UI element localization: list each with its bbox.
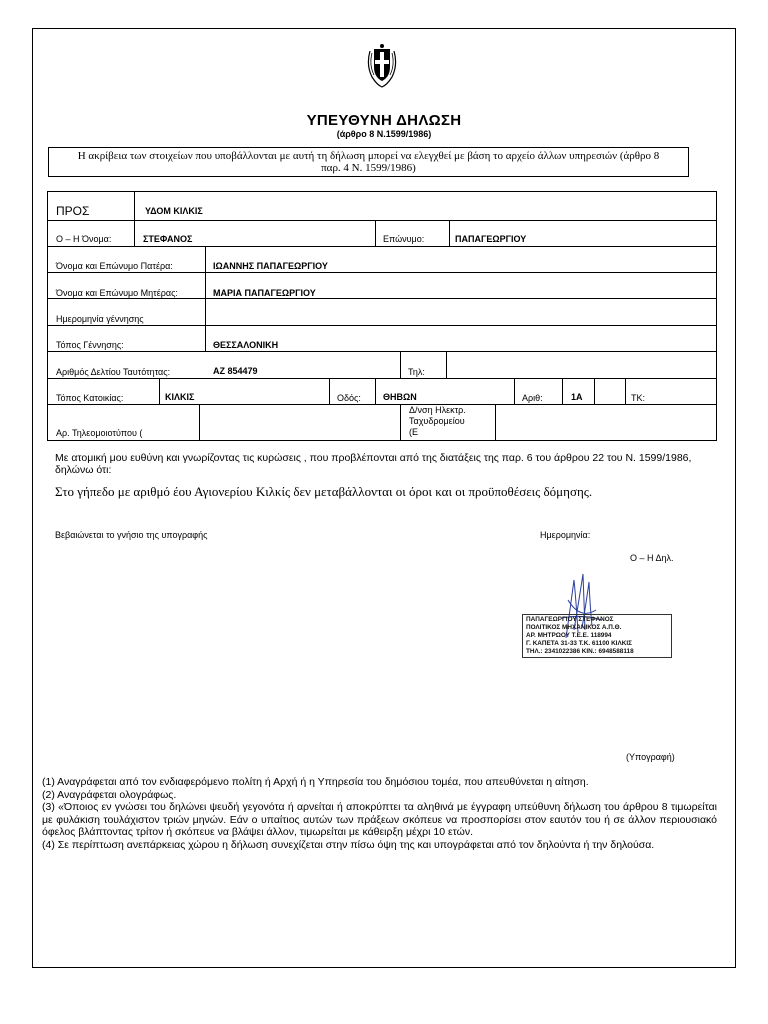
footnote: (4) Σε περίπτωση ανεπάρκειας χώρου η δήλωση συνεχίζεται στην πίσω όψη της και υπογράφεται από τον δηλούντα ή την δηλούσα. bbox=[42, 838, 655, 851]
residence-value[interactable]: ΚΙΛΚΙΣ bbox=[165, 392, 195, 402]
fax-label: Αρ. Τηλεομοιοτύπου ( bbox=[56, 428, 143, 438]
stamp-line: ΑΡ. ΜΗΤΡΩΟΥ Τ.Ε.Ε. 118994 bbox=[526, 632, 612, 639]
postal-code-label: ΤΚ: bbox=[631, 393, 646, 403]
residence-label: Τόπος Κατοικίας: bbox=[56, 393, 124, 403]
surname-label: Επώνυμο: bbox=[383, 234, 425, 244]
id-card-label: Αριθμός Δελτίου Ταυτότητας: bbox=[56, 367, 171, 377]
greek-coat-of-arms-icon bbox=[362, 43, 402, 89]
first-name-value[interactable]: ΣΤΕΦΑΝΟΣ bbox=[143, 234, 193, 244]
id-card-value[interactable]: ΑΖ 854479 bbox=[213, 366, 258, 376]
signature-label: (Υπογραφή) bbox=[626, 752, 675, 762]
signature-certification: Βεβαιώνεται το γνήσιο της υπογραφής bbox=[55, 530, 208, 540]
birth-place-label: Τόπος Γέννησης: bbox=[56, 340, 124, 350]
birth-date-label: Ημερομηνία γέννησης bbox=[56, 314, 144, 324]
postal-code-value[interactable] bbox=[653, 392, 708, 402]
birth-place-value[interactable]: ΘΕΣΣΑΛΟΝΙΚΗ bbox=[213, 340, 279, 350]
footnote: (3) «Όποιος εν γνώσει του δηλώνει ψευδή γεγονότα ή αρνείται ή αποκρύπτει τα αληθινά με έγγραφη υπεύθυνη δήλωση του άρθρου 8 τιμωρείται με φυλάκιση τουλάχιστον τριών μηνών. Εάν ο υπαίτιος αυτών των πράξεων σκόπευε να προσπορίσει στον εαυτόν του ή σε άλλον περιουσιακό όφελος βλάπτοντας τρίτον ή σκόπευε να βλάψει άλλον, τιμωρείται με κάθειρξη μέχρι 10 ετών. bbox=[42, 801, 717, 838]
stamp-line: ΠΑΠΑΓΕΩΡΓΙΟΥ ΣΤΕΦΑΝΟΣ bbox=[526, 616, 614, 623]
declaration-text[interactable]: Στο γήπεδο με αριθμό έου Αγιονερίου Κιλκίς δεν μεταβάλλονται οι όροι και οι προϋποθέσεις δόμησης. bbox=[55, 484, 593, 499]
email-label-line1: Δ/νση Ηλεκτρ. bbox=[409, 405, 466, 415]
stamp-line: ΤΗΛ.: 2341022386 ΚΙΝ.: 6948588118 bbox=[526, 648, 634, 655]
footnote: (2) Αναγράφεται ολογράφως. bbox=[42, 788, 177, 801]
document-title: ΥΠΕΥΘΥΝΗ ΔΗΛΩΣΗ bbox=[306, 112, 462, 129]
mother-name-value[interactable]: ΜΑΡΙΑ ΠΑΠΑΓΕΩΡΓΙΟΥ bbox=[213, 288, 316, 298]
declaration-intro: Με ατομική μου ευθύνη και γνωρίζοντας τις κυρώσεις , που προβλέπονται από της διατάξεις της παρ. 6 του άρθρου 22 του Ν. 1599/1986, δηλώνω ότι: bbox=[55, 452, 692, 476]
email-value[interactable] bbox=[503, 416, 708, 426]
footnote: (1) Αναγράφεται από τον ενδιαφερόμενο πολίτη ή Αρχή ή η Υπηρεσία του δημόσιου τομέα, που απευθύνεται η αίτηση. bbox=[42, 776, 589, 788]
stamp-line: ΠΟΛΙΤΙΚΟΣ ΜΗΧΑΝΙΚΟΣ Α.Π.Θ. bbox=[526, 624, 622, 631]
phone-label: Τηλ: bbox=[408, 367, 425, 377]
engineer-stamp bbox=[512, 570, 682, 660]
surname-value[interactable]: ΠΑΠΑΓΕΩΡΓΙΟΥ bbox=[455, 234, 527, 244]
birth-date-value[interactable] bbox=[213, 314, 693, 324]
declarant-label: Ο – Η Δηλ. bbox=[630, 553, 674, 563]
phone-value[interactable] bbox=[453, 366, 708, 376]
personal-details-table bbox=[47, 191, 717, 441]
document-subtitle: (άρθρο 8 Ν.1599/1986) bbox=[336, 129, 432, 139]
street-label: Οδός: bbox=[337, 393, 361, 403]
email-label-line2: Ταχυδρομείου bbox=[409, 416, 465, 426]
footnotes bbox=[42, 776, 717, 851]
street-number-value[interactable]: 1Α bbox=[571, 392, 583, 402]
fax-value[interactable] bbox=[207, 428, 393, 438]
street-number-label: Αριθ: bbox=[522, 393, 543, 403]
father-name-label: Όνομα και Επώνυμο Πατέρα: bbox=[56, 261, 173, 271]
date-label: Ημερομηνία: bbox=[540, 530, 591, 540]
notice-box: Η ακρίβεια των στοιχείων που υποβάλλονται με αυτή τη δήλωση μπορεί να ελεγχθεί με βάση το αρχείο άλλων υπηρεσιών (άρθρο 8 παρ. 4 Ν. 1599/1986) bbox=[48, 147, 689, 177]
street-value[interactable]: ΘΗΒΩΝ bbox=[383, 392, 417, 402]
stamp-box bbox=[522, 614, 672, 658]
father-name-value[interactable]: ΙΩΑΝΝΗΣ ΠΑΠΑΓΕΩΡΓΙΟΥ bbox=[213, 261, 328, 271]
first-name-label: Ο – Η Όνομα: bbox=[56, 234, 112, 244]
stamp-line: Γ. ΚΑΠΕΤΑ 31-33 Τ.Κ. 61100 ΚΙΛΚΙΣ bbox=[526, 640, 632, 647]
mother-name-label: Όνομα και Επώνυμο Μητέρας: bbox=[56, 288, 178, 298]
email-label-line3: (Ε bbox=[409, 427, 418, 437]
to-label: ΠΡΟΣ bbox=[56, 204, 90, 218]
to-value: ΥΔΟΜ ΚΙΛΚΙΣ bbox=[145, 206, 203, 216]
